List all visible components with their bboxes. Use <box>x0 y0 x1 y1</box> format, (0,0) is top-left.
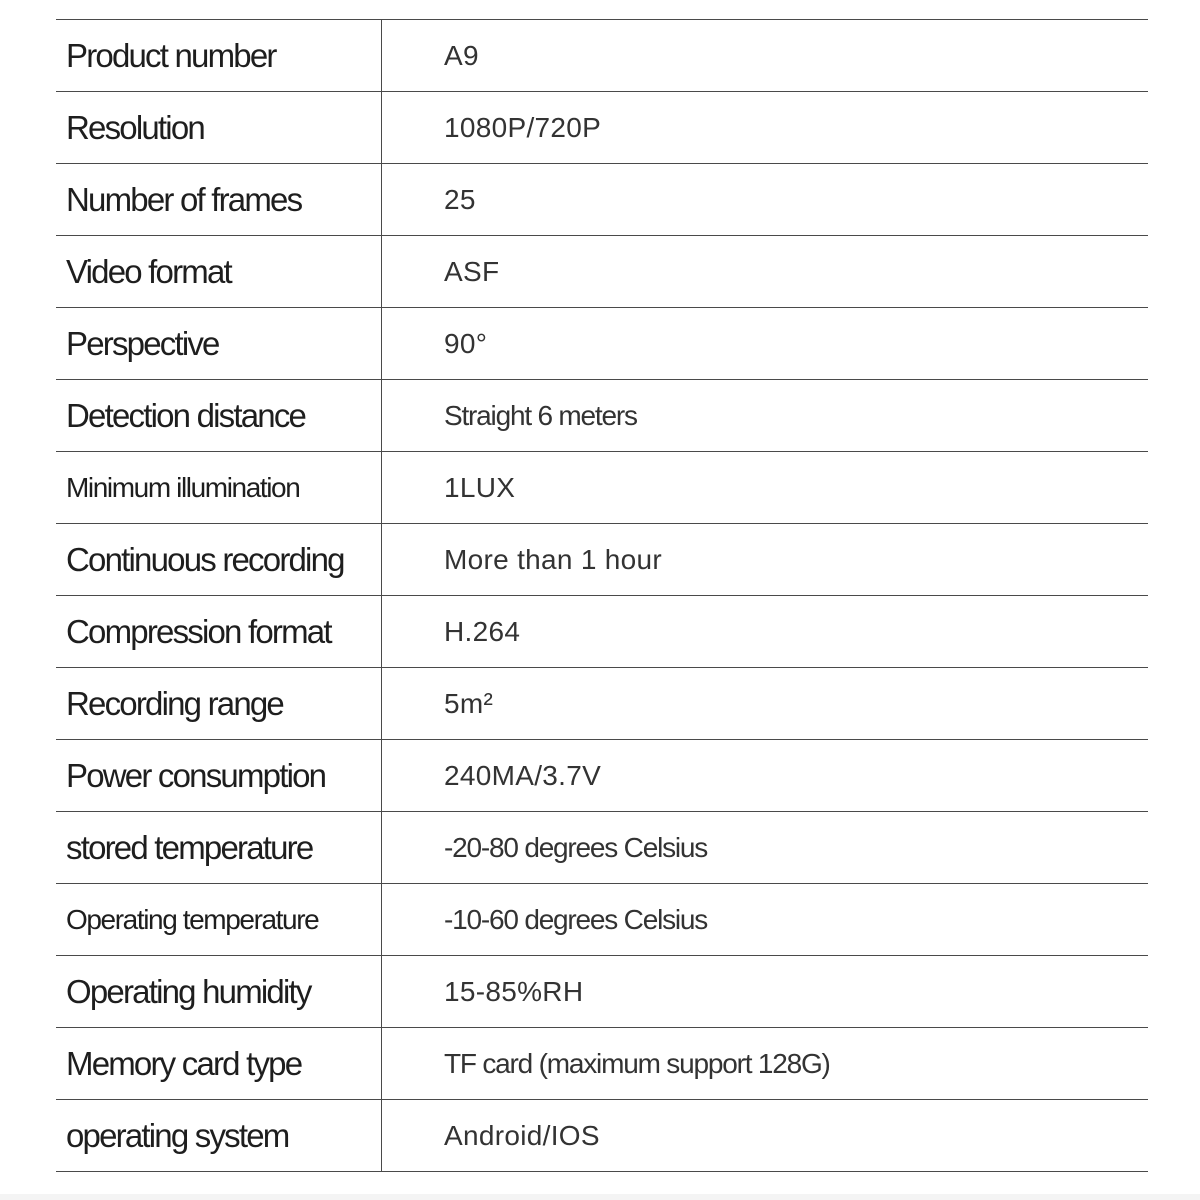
table-row <box>56 1028 1148 1100</box>
table-row <box>56 524 1148 596</box>
spec-value: ASF <box>382 236 1149 308</box>
spec-value: -20-80 degrees Celsius <box>382 812 1149 884</box>
spec-label: Continuous recording <box>56 524 382 596</box>
spec-value: More than 1 hour <box>382 524 1149 596</box>
spec-value: -10-60 degrees Celsius <box>382 884 1149 956</box>
table-row <box>56 236 1148 308</box>
spec-value: A9 <box>382 20 1149 92</box>
spec-label: operating system <box>56 1100 382 1172</box>
spec-value: 5m² <box>382 668 1149 740</box>
bottom-divider-strip <box>0 1194 1200 1200</box>
spec-value: 90° <box>382 308 1149 380</box>
spec-value: H.264 <box>382 596 1149 668</box>
spec-value: 240MA/3.7V <box>382 740 1149 812</box>
spec-label: Memory card type <box>56 1028 382 1100</box>
spec-label: Product number <box>56 20 382 92</box>
table-row <box>56 308 1148 380</box>
spec-value: 1080P/720P <box>382 92 1149 164</box>
spec-value: 1LUX <box>382 452 1149 524</box>
table-row <box>56 164 1148 236</box>
spec-label: Power consumption <box>56 740 382 812</box>
spec-value: TF card (maximum support 128G) <box>382 1028 1149 1100</box>
table-row <box>56 596 1148 668</box>
spec-table <box>56 19 1148 1172</box>
spec-label: Video format <box>56 236 382 308</box>
spec-label: Resolution <box>56 92 382 164</box>
spec-label: Number of frames <box>56 164 382 236</box>
spec-value: 25 <box>382 164 1149 236</box>
table-row <box>56 812 1148 884</box>
spec-label: Compression format <box>56 596 382 668</box>
table-row <box>56 956 1148 1028</box>
spec-label: Perspective <box>56 308 382 380</box>
spec-label: Detection distance <box>56 380 382 452</box>
spec-label: stored temperature <box>56 812 382 884</box>
table-row <box>56 20 1148 92</box>
spec-label: Minimum illumination <box>56 452 382 524</box>
spec-label: Operating temperature <box>56 884 382 956</box>
table-row <box>56 740 1148 812</box>
table-row <box>56 668 1148 740</box>
table-row <box>56 452 1148 524</box>
spec-value: 15-85%RH <box>382 956 1149 1028</box>
spec-value: Android/IOS <box>382 1100 1149 1172</box>
spec-label: Operating humidity <box>56 956 382 1028</box>
table-row <box>56 884 1148 956</box>
table-row <box>56 1100 1148 1172</box>
table-row <box>56 92 1148 164</box>
spec-value: Straight 6 meters <box>382 380 1149 452</box>
table-row <box>56 380 1148 452</box>
spec-label: Recording range <box>56 668 382 740</box>
